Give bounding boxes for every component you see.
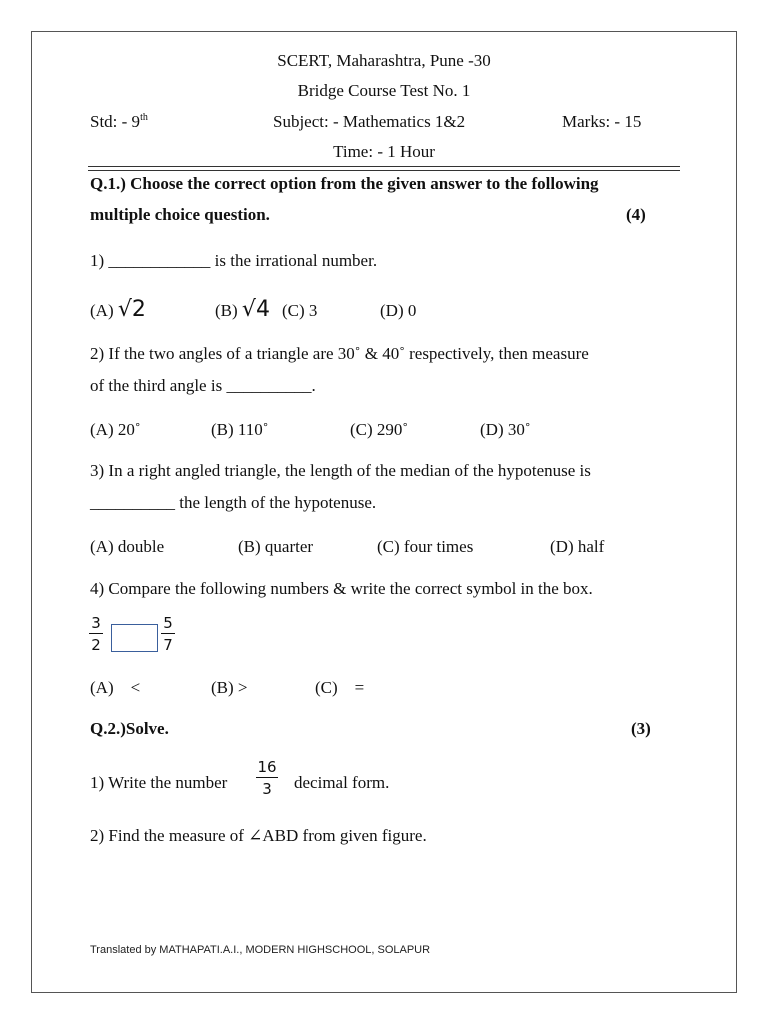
q1-item4-question: 4) Compare the following numbers & write the correct symbol in the box. bbox=[90, 579, 593, 598]
q2-marks: (3) bbox=[631, 719, 651, 738]
q1-item3-option-d: (D) half bbox=[550, 537, 605, 556]
header-rule-top bbox=[88, 166, 680, 167]
q1-item2-option-d: (D) 30˚ bbox=[480, 420, 531, 439]
q1-item1-option-d: (D) 0 bbox=[380, 301, 417, 320]
q1-marks: (4) bbox=[626, 205, 646, 224]
q1-item1-question: 1) ____________ is the irrational number. bbox=[90, 251, 378, 270]
q1-heading-line2: multiple choice question. bbox=[90, 205, 270, 224]
footer-credit: Translated by MATHAPATI.A.I., MODERN HIGHSCHOOL, SOLAPUR bbox=[90, 944, 431, 956]
standard-label bbox=[90, 112, 148, 132]
q1-heading-line1: Q.1.) Choose the correct option from the given answer to the following bbox=[90, 174, 599, 193]
q1-item4-option-b: (B) > bbox=[211, 678, 248, 697]
option-a-root-value: √2 bbox=[117, 297, 146, 322]
q1-item2-option-a: (A) 20˚ bbox=[90, 420, 141, 439]
option-b-label: (B) bbox=[215, 301, 242, 320]
answer-box[interactable] bbox=[111, 624, 158, 652]
q1-item3-option-b: (B) quarter bbox=[238, 537, 314, 556]
institute-title: SCERT, Maharashtra, Pune -30 bbox=[277, 51, 491, 70]
q1-item4-option-c: (C) = bbox=[315, 678, 365, 697]
q1-item3-option-c: (C) four times bbox=[377, 537, 474, 556]
time-label: Time: - 1 Hour bbox=[333, 142, 435, 161]
option-b-root-value: √4 bbox=[241, 297, 270, 322]
q1-item1-option-c: (C) 3 bbox=[282, 301, 318, 320]
q1-item1-option-a bbox=[90, 297, 146, 322]
q2-item1-prefix: 1) Write the number bbox=[90, 773, 228, 792]
q2-item2: 2) Find the measure of ∠ABD from given figure. bbox=[90, 826, 427, 845]
q2-fraction-bar bbox=[256, 777, 278, 778]
left-fraction bbox=[89, 614, 103, 654]
q1-item2-option-c: (C) 290˚ bbox=[350, 420, 409, 439]
q1-item4-option-a: (A) < bbox=[90, 678, 141, 697]
q1-item3-option-a: (A) double bbox=[90, 537, 165, 556]
right-fraction-bar bbox=[161, 633, 175, 634]
test-title: Bridge Course Test No. 1 bbox=[297, 81, 471, 100]
q2-fraction-numerator: 16 bbox=[257, 758, 277, 776]
header-rule-bottom bbox=[88, 170, 680, 171]
subject-label: Subject: - Mathematics 1&2 bbox=[273, 112, 466, 131]
marks-label: Marks: - 15 bbox=[562, 112, 642, 131]
q2-heading: Q.2.)Solve. bbox=[90, 719, 169, 738]
q1-item2-question-line1: 2) If the two angles of a triangle are 30˚ & 40˚ respectively, then measure bbox=[90, 344, 589, 363]
q1-item2-option-b: (B) 110˚ bbox=[211, 420, 269, 439]
left-fraction-denominator: 2 bbox=[91, 636, 101, 654]
right-fraction bbox=[161, 614, 175, 654]
left-fraction-numerator: 3 bbox=[91, 614, 101, 632]
q1-item2-question-line2: of the third angle is __________. bbox=[90, 376, 316, 395]
right-fraction-numerator: 5 bbox=[163, 614, 173, 632]
q2-fraction bbox=[256, 758, 278, 798]
q1-item1-option-b bbox=[215, 297, 270, 322]
option-a-label: (A) bbox=[90, 301, 118, 320]
q1-item3-question-line2: __________ the length of the hypotenuse. bbox=[90, 493, 377, 512]
q2-fraction-denominator: 3 bbox=[262, 780, 272, 798]
standard-suffix: th bbox=[140, 112, 148, 123]
q1-item3-question-line1: 3) In a right angled triangle, the length of the median of the hypotenuse is bbox=[90, 461, 591, 480]
q2-item1-suffix: decimal form. bbox=[294, 773, 390, 792]
right-fraction-denominator: 7 bbox=[163, 636, 173, 654]
left-fraction-bar bbox=[89, 633, 103, 634]
standard-text: Std: - 9 bbox=[90, 112, 141, 131]
